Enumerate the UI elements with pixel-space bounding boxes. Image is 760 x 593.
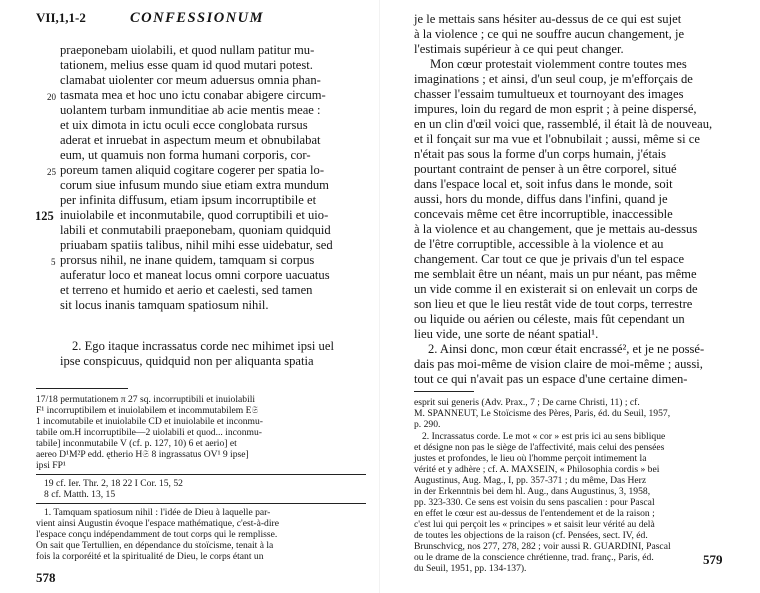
text-line: n'était pas sous la forme d'un corps humain, j'étais bbox=[414, 147, 666, 161]
footnote-line: justes et profondes, le lieu où l'homme perçoit intimement la bbox=[414, 453, 647, 464]
footnote-line: et désigne non pas le siège de l'affectivité, mais celui des pensées bbox=[414, 442, 665, 453]
text-line: impures, loin du regard de mon esprit ; à peine dispersé, bbox=[414, 102, 697, 116]
text-line: à la violence ; ce qui ne souffre aucun changement, je bbox=[414, 27, 685, 41]
footnote-line: ou le drame de la conscience chrétienne, trad. franç., Paris, éd. bbox=[414, 552, 654, 563]
apparatus-line: 17/18 permutationem π 27 sq. incorruptibili et inuiolabili bbox=[36, 394, 256, 405]
text-line: 2. Ego itaque incrassatus corde nec mihimet ipsi uel bbox=[72, 339, 334, 353]
text-line: aderat et inruebat in aspectum meum et obnubilabat bbox=[60, 133, 321, 147]
footnote-line: M. SPANNEUT, Le Stoïcisme des Pères, Paris, éd. du Seuil, 1957, bbox=[414, 408, 671, 419]
apparatus-line: tabile om.H incorruptibile—2 uiolabili et quod... inconmu- bbox=[36, 427, 262, 438]
footnote-line: 2. Incrassatus corde. Le mot « cor » est pris ici au sens biblique bbox=[422, 431, 666, 442]
running-title: CONFESSIONUM bbox=[130, 10, 265, 26]
text-line: aussi, hors du monde, diffus dans l'infini, quand je bbox=[414, 192, 668, 206]
footnote-line: du Seuil, 1951, pp. 134-137). bbox=[414, 563, 527, 574]
apparatus-line: tabile] inconmutabile V (cf. p. 127, 10) 6 et aerio] et bbox=[36, 438, 237, 449]
right-page bbox=[380, 0, 760, 593]
text-line: per infinita diffusum, etiam ipsum incorruptibile et bbox=[60, 193, 317, 207]
line-number: 5 bbox=[51, 257, 56, 267]
footnote-line: vérité et y adhère ; cf. A. MAXSEIN, « Philosophia cordis » bei bbox=[414, 464, 660, 475]
footnote-line: p. 290. bbox=[414, 419, 441, 430]
text-line: imaginations ; et ainsi, d'un seul coup, je m'efforçais de bbox=[414, 72, 693, 86]
references-rule bbox=[36, 474, 366, 475]
text-line: tasmata mea et hoc uno ictu conabar abigere circum- bbox=[60, 88, 326, 102]
text-line: en un clin d'œil voici que, rassemblé, il était là de nouveau, bbox=[414, 117, 713, 131]
text-line: corum siue infusum mundo siue etiam extra mundum bbox=[60, 178, 329, 192]
text-line: tationem, melius esse quam id quod mutari potest. bbox=[60, 58, 313, 72]
text-line: inuiolabile et inconmutabile, quod corruptibili et uio- bbox=[60, 208, 329, 222]
text-line: prorsus nihil, ne inane quidem, tamquam si corpus bbox=[60, 253, 315, 267]
footnote-line: fois la corporéité et la spiritualité de Dieu, le corps étant un bbox=[36, 551, 264, 562]
reference-line: 8 cf. Matth. 13, 15 bbox=[44, 489, 116, 500]
text-line: 2. Ainsi donc, mon cœur était encrassé², et je ne possé- bbox=[428, 342, 705, 356]
footnote-line: l'espace conçu indépendamment de tout corps qui le remplisse. bbox=[36, 529, 278, 540]
text-line: pourtant contraint de penser à un être corporel, situé bbox=[414, 162, 677, 176]
text-line: son lieu et que le lieu restât vide de tout corps, terrestre bbox=[414, 297, 693, 311]
text-line: ipse conspicuus, quidquid non per aliquanta spatia bbox=[60, 354, 314, 368]
footnote-line: en effet le cœur est au-dessus de l'entendement et de la raison ; bbox=[414, 508, 655, 519]
text-line: me semblait être un néant, mais un pur néant, pas même bbox=[414, 267, 697, 281]
text-line: ou liquide ou aérien ou céleste, mais fût cependant un bbox=[414, 312, 685, 326]
footnote-line: On sait que Tertullien, en dépendance du stoïcisme, tenait à la bbox=[36, 540, 274, 551]
text-line: poreum tamen aliquid cogitare cogerer per spatia lo- bbox=[60, 163, 325, 177]
footnote-line: de toutes les objections de la raison (cf. Pensées, sect. IV, éd. bbox=[414, 530, 648, 541]
footnote-line: c'est lui qui perçoit les « principes » et saisit leur vérité au delà bbox=[414, 519, 655, 530]
reference-line: 19 cf. Ier. Thr. 2, 18 22 I Cor. 15, 52 bbox=[44, 478, 183, 489]
text-line: et terreno et humido et aerio et caelesti, sed tamen bbox=[60, 283, 313, 297]
footnote-line: Brunschvicg, nos 277, 278, 282 ; voir aussi R. GUARDINI, Pascal bbox=[414, 541, 671, 552]
apparatus-line: ipsi FP¹ bbox=[36, 460, 66, 471]
text-line: changement. Car tout ce que je privais d'un tel espace bbox=[414, 252, 685, 266]
footnote-rule bbox=[414, 391, 474, 392]
text-line: et uix dimota in ictu oculi ecce conglobata rursus bbox=[60, 118, 308, 132]
apparatus-line: 1 incomutabile et inuiolabile CD et inuiolabile et inconmu- bbox=[36, 416, 263, 427]
footnote-line: vient ainsi Augustin évoque l'espace mathématique, c'est-à-dire bbox=[36, 518, 279, 529]
text-line: l'estimais supérieur à ce qui peut changer. bbox=[414, 42, 624, 56]
text-line: eum, ut quamuis non forma humani corporis, cor- bbox=[60, 148, 311, 162]
apparatus-line: F¹ incorruptibilem et inuiolabilem et incommutabilem E𝔖 bbox=[36, 405, 259, 416]
text-line: praeponebam uiolabili, et quod nullam patitur mu- bbox=[60, 43, 315, 57]
footnote-line: Augustinus, Aug. Mag., I, pp. 357-371 ; du même, Das Herz bbox=[414, 475, 647, 486]
footnote-line: in der Erkenntnis bei dem hl. Aug., dans Augustinus, 3, 1958, bbox=[414, 486, 651, 497]
text-line: dais pas moi-même de vision claire de moi-même ; aussi, bbox=[414, 357, 703, 371]
footnote-line: pp. 323-330. Ce sens est voisin du sens pascalien : pour Pascal bbox=[414, 497, 655, 508]
text-line: lieu vide, une sorte de néant spatial¹. bbox=[414, 327, 599, 341]
page-number: 578 bbox=[36, 570, 56, 585]
text-line: uolantem turbam inmunditiae ab acie mentis meae : bbox=[60, 103, 321, 117]
text-line: à la violence et au changement, que je mettais au-dessus bbox=[414, 222, 698, 236]
text-line: je le mettais sans hésiter au-dessus de ce qui est sujet bbox=[414, 12, 682, 26]
apparatus-line: aereo D¹M²P edd. ętherio H𝔖 8 ingrassatus OV¹ 9 ipse] bbox=[36, 449, 249, 460]
edition-page-number: 125 bbox=[35, 209, 54, 223]
footnote-line: 1. Tamquam spatiosum nihil : l'idée de Dieu à laquelle par- bbox=[44, 507, 271, 518]
line-number: 20 bbox=[47, 92, 56, 102]
text-line: et il fonçait sur ma vue et l'obnubilait ; aussi, même si ce bbox=[414, 132, 700, 146]
text-line: de l'être corruptible, accessible à la violence et au bbox=[414, 237, 664, 251]
text-line: dans l'espace local et, soit infus dans le monde, soit bbox=[414, 177, 673, 191]
text-line: chasser l'essaim tumultueux et tournoyant des images bbox=[414, 87, 684, 101]
text-line: labili et conmutabili praeponebam, quoniam quidquid bbox=[60, 223, 331, 237]
text-line: clamabat uiolenter cor meum aduersus omnia phan- bbox=[60, 73, 321, 87]
text-line: auferatur loco et maneat locus omni corpore uacuatus bbox=[60, 268, 330, 282]
text-line: concevais même cet être incorruptible, inaccessible bbox=[414, 207, 673, 221]
apparatus-rule bbox=[36, 388, 128, 389]
footnote-rule bbox=[36, 503, 366, 504]
text-line: sit locus inanis tamquam spatiosum nihil. bbox=[60, 298, 269, 312]
text-line: un vide comme il en existerait si on enlevait un corps de bbox=[414, 282, 698, 296]
footnote-line: esprit sui generis (Adv. Prax., 7 ; De carne Christi, 11) ; cf. bbox=[414, 397, 640, 408]
header-reference: VII,1,1-2 bbox=[36, 10, 86, 25]
text-line: tout ce qui n'avait pas un espace d'une certaine dimen- bbox=[414, 372, 688, 386]
text-line: Mon cœur protestait violemment contre toutes mes bbox=[430, 57, 687, 71]
page-number: 579 bbox=[703, 552, 723, 567]
text-line: priuabam spatiis talibus, nihil mihi esse uidebatur, sed bbox=[60, 238, 333, 252]
line-number: 25 bbox=[47, 167, 56, 177]
